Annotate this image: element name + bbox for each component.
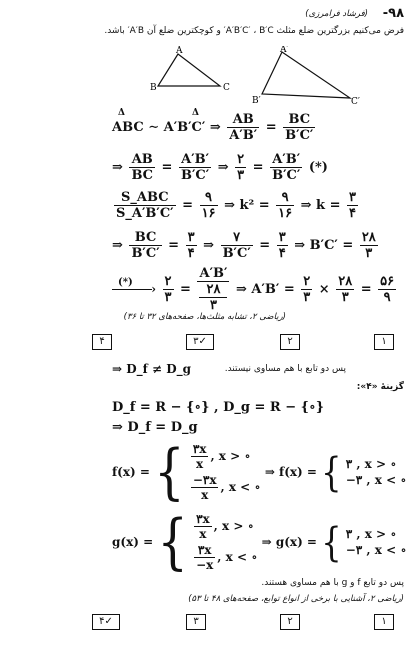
similarity-left: ABC ∼ A′B′C′ ⇒	[112, 120, 221, 135]
domains-line: D_f = R − {∘} , D_g = R − {∘}	[112, 400, 325, 415]
triangle-symbol-2: Δ	[192, 108, 199, 118]
option-1[interactable]: ۱	[374, 334, 394, 350]
problem-intro: فرض می‌کنیم بزرگترین ضلع مثلث A′B′C′ ، B′C′ و کوچکترین ضلع آن A′B′ باشد.	[104, 26, 404, 36]
not-equal-text: پس دو تابع با هم مساوی نیستند.	[224, 364, 346, 374]
implies-arrow: (*) ›	[112, 289, 156, 290]
triangle-symbol-1: Δ	[118, 108, 125, 118]
label-c-prime: C′	[351, 97, 360, 107]
f-definition: f(x) = { $\frac{۳x}{x}$ , x > ∘ $\frac{-۳x}{x}$ , x < ∘ ⇒ f(x) = { ۳ , x > ∘ −۳ , x < ∘	[112, 437, 407, 507]
g-definition: g(x) = { $\frac{۳x}{x}$ , x > ∘ $\frac{۳x}{-x}$ , x < ∘ ⇒ g(x) = { ۳ , x > ∘ −۳ , x < ∘	[112, 507, 407, 577]
domain-not-equal: ⇒ D_f ≠ D_g	[112, 362, 192, 376]
label-b: B	[150, 83, 157, 93]
option-4[interactable]: ۴	[92, 334, 112, 350]
options-row-2	[0, 614, 416, 632]
option-2[interactable]: ۲	[280, 614, 300, 630]
citation-2: (ریاضی ۲، آشنایی با برخی از انواع توابع، صفحه‌های ۴۸ تا ۵۳)	[188, 594, 404, 604]
option-2[interactable]: ۲	[280, 334, 300, 350]
label-c: C	[223, 83, 230, 93]
option-3-correct[interactable]: ۳✓	[186, 334, 214, 350]
label-b-prime: B′	[252, 96, 261, 106]
author-name: (فرشاد فرامرزی)	[305, 9, 368, 19]
citation-1: (ریاضی ۲، تشابه مثلث‌ها، صفحه‌های ۳۲ تا ۳۶)	[123, 312, 286, 322]
similarity-statement: Δ Δ ABC ∼ A′B′C′ ⇒ $\frac{AB}{A'B'}$ = $\frac{BC}{B'C'}$	[112, 108, 314, 143]
answer-label: گزینهٔ «۴»:	[356, 382, 404, 392]
label-a: A	[176, 46, 183, 56]
ab-equation: (*) › $\frac{۲}{۳}$ = A′B′ ۲۸ ۳ ⇒ A′B′ = $\frac{۲}{۳}$ × $\frac{۲۸}{۳}$ = $\frac{۵۶}{۹}$	[112, 266, 398, 313]
triangles-figure	[150, 46, 390, 108]
bc-equation: ⇒ $\frac{BC}{B'C'}$ = $\frac{۳}{۴}$ ⇒ $\frac{۷}{B'C'}$ = $\frac{۳}{۴}$ ⇒ B′C′ = $\frac{۲۸}{۳}$	[112, 230, 376, 261]
option-4-correct[interactable]: ۴✓	[92, 614, 120, 630]
area-ratio-equation: $\frac{\text{S\_ABC}}{S\_A'B'C'}$ = $\frac{۹}{۱۶}$ ⇒ k² = $\frac{۹}{۱۶}$ ⇒ k = $\frac{۳}{۴}$	[116, 190, 357, 221]
triangle-abc	[158, 54, 220, 86]
conclusion-text: پس دو تابع f و g با هم مساوی هستند.	[261, 578, 404, 588]
options-row-1	[0, 334, 416, 352]
ratio-equation: ⇒ $\frac{AB}{BC}$ = $\frac{A'B'}{B'C'}$ ⇒ $\frac{۲}{۳}$ = $\frac{A'B'}{B'C'}$ (*)	[112, 152, 328, 183]
ratio-bc: $\frac{BC}{B'C'}$	[285, 112, 314, 143]
ratio-ab: $\frac{AB}{A'B'}$	[229, 112, 258, 143]
option-1[interactable]: ۱	[374, 614, 394, 630]
triangle-a-prime	[262, 52, 350, 98]
option-3[interactable]: ۳	[186, 614, 206, 630]
question-number: -۹۸	[382, 6, 404, 21]
label-a-prime: A′	[280, 46, 289, 55]
domains-equal: ⇒ D_f = D_g	[112, 420, 198, 435]
